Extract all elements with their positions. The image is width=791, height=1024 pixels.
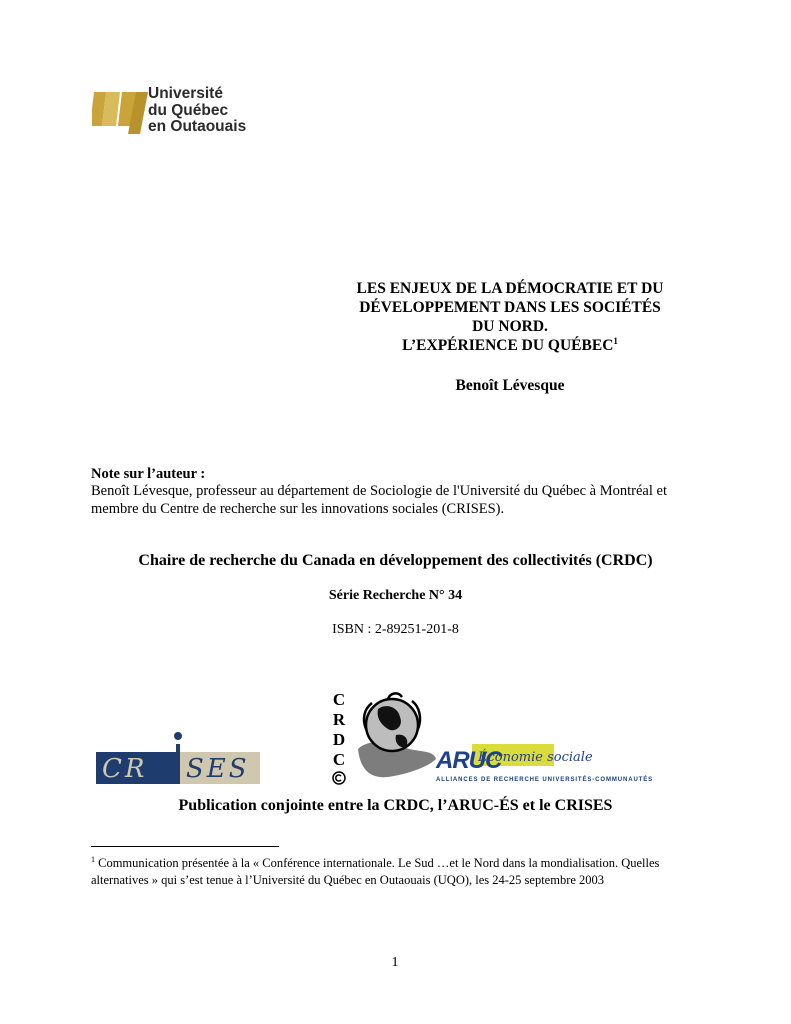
crdc-letter-c2: C [332,750,346,769]
page-number: 1 [391,955,399,970]
crdc-globe-figure [348,689,440,781]
university-line-2: du Québec [148,101,229,119]
crdc-letter-r: R [332,710,346,729]
note-body: Benoît Lévesque, professeur au département de Sociologie de l'Université du Québec à Montréal et membre du Centre de recherche sur les innovations sociales (CRISES). [91,483,667,517]
svg-text:CR: CR [102,754,148,784]
series-number: Série Recherche N° 34 [328,588,463,603]
publication-line: Publication conjointe entre la CRDC, l’ARUC-ÉS et le CRISES [178,797,613,814]
title-line-1: LES ENJEUX DE LA DÉMOCRATIE ET DU [356,280,664,297]
title-line-3: DU NORD. [472,318,548,335]
title-line-4-text: L’EXPÉRIENCE DU QUÉBEC [402,337,614,354]
footnote-number: 1 [91,854,95,864]
university-line-3: en Outaouais [148,118,247,135]
university-line-1: Université [148,85,223,102]
title-line-2: DÉVELOPPEMENT DANS LES SOCIÉTÉS [359,299,661,316]
crdc-letter-d: D [332,730,346,749]
footnote-text: Communication présentée à la « Conférence internationale. Le Sud …et le Nord dans la mondialisation. Quelles alternatives » qui s’est tenue à l’Université du Québec en Outaouais (UQO), les 24-25 septembre 2003 [91,856,660,887]
footnote-rule [91,846,279,847]
footnote [91,855,711,889]
chaire-heading: Chaire de recherche du Canada en développement des collectivités (CRDC) [138,552,653,569]
svg-text:ARUC: ARUC [436,747,502,774]
crdc-letters [329,690,349,770]
author-name: Benoît Lévesque [455,377,565,394]
crdc-copyright-icon [332,771,346,785]
title-line-4 [320,336,700,355]
crdc-letter-c1: C [332,690,346,709]
university-name [148,86,246,136]
isbn: ISBN : 2-89251-201-8 [332,622,459,637]
svg-text:Économie sociale: Économie sociale [478,750,593,765]
title-footnote-ref[interactable]: 1 [613,335,618,346]
svg-text:SES: SES [186,754,250,784]
crises-logo [96,724,260,784]
note-label: Note sur l’auteur : [91,466,206,482]
document-title [320,279,700,355]
aruc-tagline: ALLIANCES DE RECHERCHE UNIVERSITÉS-COMMUNAUTÉS [436,777,654,783]
